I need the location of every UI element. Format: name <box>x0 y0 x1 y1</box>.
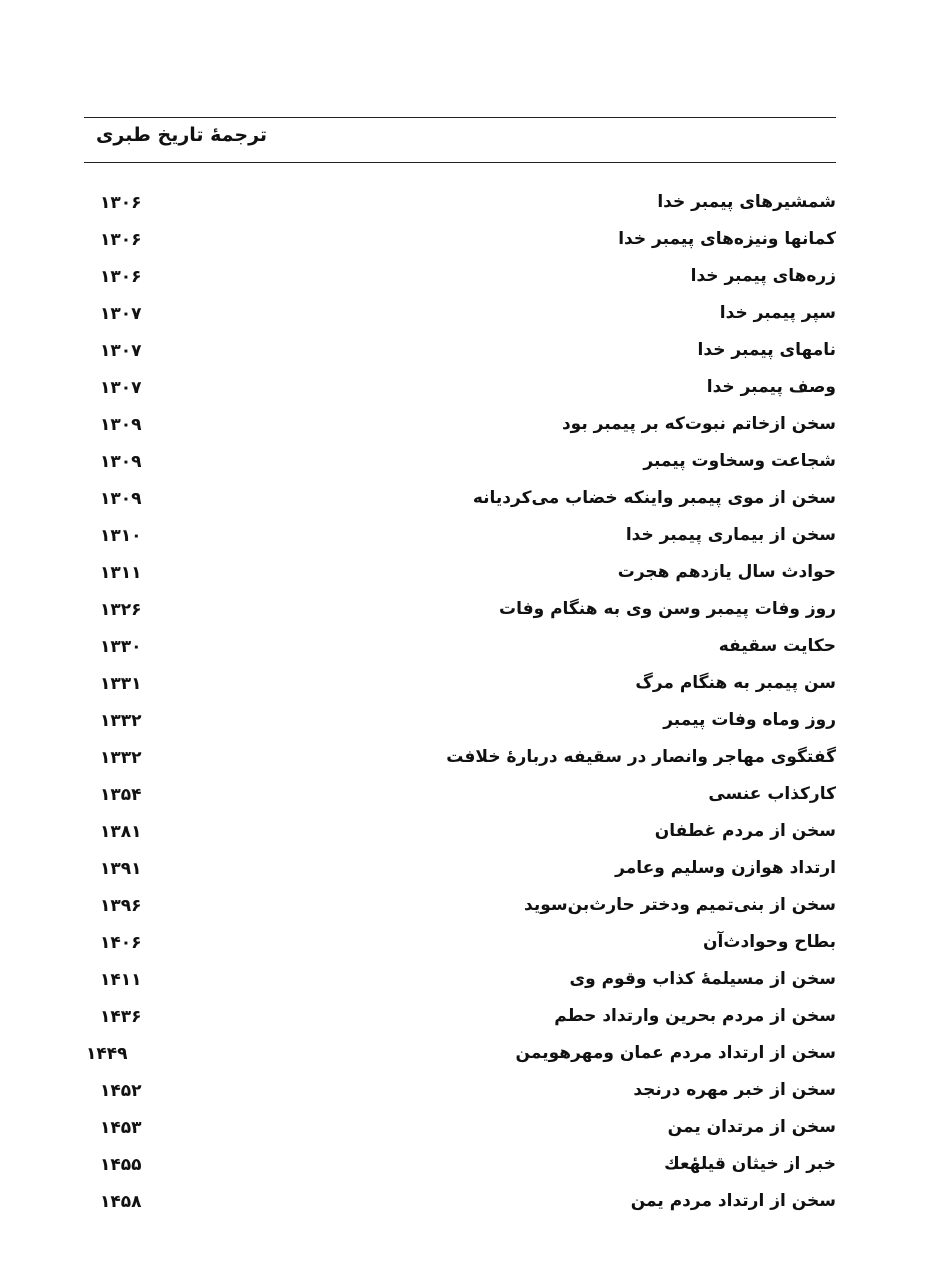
toc-entry-title: کارکذاب عنسی <box>708 784 836 804</box>
toc-entry <box>84 706 836 743</box>
toc-entry-page-number: ۱۳۱۰ <box>100 526 142 546</box>
toc-entry-page-number: ۱۳۰۶ <box>100 267 142 287</box>
toc-entry-page-number: ۱۳۰۷ <box>100 341 142 361</box>
toc-entry <box>84 1187 836 1224</box>
toc-entry <box>84 780 836 817</box>
toc-entry <box>84 299 836 336</box>
toc-entry <box>84 373 836 410</box>
toc-entry-title: نامهای پیمبر خدا <box>697 340 836 360</box>
toc-entry-page-number: ۱۳۰۹ <box>100 452 142 472</box>
toc-entry-page-number: ۱۳۰۷ <box>100 378 142 398</box>
toc-entry-page-number: ۱۳۰۶ <box>100 230 142 250</box>
toc-entry-title: گفتگوی مهاجر وانصار در سقیفه دربارهٔ خلافت <box>446 747 836 767</box>
toc-entry-title: سخن از مردم بحرین وارتداد حطم <box>554 1006 836 1026</box>
toc-entry-title: وصف پیمبر خدا <box>706 377 836 397</box>
toc-entry-title: حکایت سقیفه <box>718 636 836 656</box>
toc-entry-title: سن پیمبر به هنگام مرگ <box>635 673 836 693</box>
table-of-contents <box>84 188 836 1224</box>
toc-entry-page-number: ۱۴۱۱ <box>100 970 142 990</box>
toc-entry <box>84 447 836 484</box>
toc-entry-title: بطاح وحوادث‌آن <box>703 932 836 952</box>
toc-entry <box>84 1039 836 1076</box>
toc-entry <box>84 965 836 1002</box>
header-bottom-rule <box>84 162 836 163</box>
toc-entry-page-number: ۱۳۳۲ <box>100 748 142 768</box>
header-top-rule <box>84 117 836 118</box>
toc-entry-page-number: ۱۴۵۵ <box>100 1155 142 1175</box>
toc-entry <box>84 632 836 669</box>
toc-entry <box>84 928 836 965</box>
toc-entry <box>84 558 836 595</box>
toc-entry-title: ارتداد هوازن وسلیم وعامر <box>615 858 836 878</box>
toc-entry-page-number: ۱۴۵۸ <box>100 1192 142 1212</box>
toc-entry-title: زره‌های پیمبر خدا <box>690 266 836 286</box>
toc-entry-title: سخن از بیماری پیمبر خدا <box>625 525 836 545</box>
toc-entry <box>84 891 836 928</box>
toc-entry <box>84 669 836 706</box>
toc-entry <box>84 1150 836 1187</box>
toc-entry-page-number: ۱۳۰۹ <box>100 415 142 435</box>
toc-entry-page-number: ۱۳۰۷ <box>100 304 142 324</box>
toc-entry-title: شمشیرهای پیمبر خدا <box>657 192 836 212</box>
toc-entry <box>84 225 836 262</box>
toc-entry-title: سخن از مرتدان یمن <box>667 1117 836 1137</box>
toc-entry <box>84 1113 836 1150</box>
toc-entry-title: سخن ازخاتم نبوت‌که بر پیمبر بود <box>561 414 836 434</box>
toc-entry-title: روز وفات پیمبر وسن وی به هنگام وفات <box>498 599 836 619</box>
toc-entry-page-number: ۱۳۸۱ <box>100 822 142 842</box>
toc-entry-page-number: ۱۳۳۱ <box>100 674 142 694</box>
toc-entry-page-number: ۱۳۳۰ <box>100 637 142 657</box>
toc-entry <box>84 743 836 780</box>
toc-entry-page-number: ۱۴۵۳ <box>100 1118 142 1138</box>
toc-entry <box>84 1076 836 1113</box>
toc-entry-title: شجاعت وسخاوت پیمبر <box>643 451 836 471</box>
toc-entry-title: خبر از خیثان قیلهٔعك <box>664 1154 836 1174</box>
toc-entry <box>84 336 836 373</box>
toc-entry-page-number: ۱۴۵۲ <box>100 1081 142 1101</box>
toc-entry-page-number: ۱۳۵۴ <box>100 785 142 805</box>
running-header-title: ترجمهٔ تاریخ طبری <box>96 124 268 146</box>
toc-entry-page-number: ۱۴۰۶ <box>100 933 142 953</box>
toc-entry <box>84 262 836 299</box>
toc-entry-page-number: ۱۳۳۲ <box>100 711 142 731</box>
toc-entry <box>84 410 836 447</box>
toc-entry <box>84 188 836 225</box>
toc-entry-page-number: ۱۴۳۶ <box>100 1007 142 1027</box>
toc-entry-page-number: ۱۳۹۱ <box>100 859 142 879</box>
toc-entry-page-number: ۱۳۹۶ <box>100 896 142 916</box>
toc-entry-page-number: ۱۳۱۱ <box>100 563 142 583</box>
toc-entry-title: سخن از بنی‌تمیم ودختر حارث‌بن‌سوید <box>524 895 836 915</box>
toc-entry-title: سخن از موی پیمبر واینکه خضاب می‌کردیانه <box>472 488 836 508</box>
toc-entry <box>84 1002 836 1039</box>
toc-entry-title: سخن از مسیلمهٔ کذاب وقوم وی <box>569 969 836 989</box>
toc-entry <box>84 854 836 891</box>
toc-entry-title: کمانها ونیزه‌های پیمبر خدا <box>618 229 836 249</box>
toc-entry-title: روز وماه وفات پیمبر <box>663 710 836 730</box>
toc-entry-title: سخن از ارتداد مردم عمان ومهرهویمن <box>515 1043 836 1063</box>
toc-entry-title: سخن از مردم غطفان <box>654 821 836 841</box>
toc-entry <box>84 817 836 854</box>
toc-entry <box>84 521 836 558</box>
toc-entry-page-number: ۱۳۰۶ <box>100 193 142 213</box>
toc-entry <box>84 595 836 632</box>
toc-entry <box>84 484 836 521</box>
toc-entry-title: حوادث سال یازدهم هجرت <box>617 562 836 582</box>
toc-entry-page-number: ۱۳۲۶ <box>100 600 142 620</box>
toc-entry-page-number: ۱۳۰۹ <box>100 489 142 509</box>
toc-entry-page-number: ۱۴۴۹ <box>86 1044 128 1064</box>
toc-entry-title: سپر پیمبر خدا <box>719 303 836 323</box>
toc-entry-title: سخن از خبر مهره درنجد <box>633 1080 836 1100</box>
toc-entry-title: سخن از ارتداد مردم یمن <box>630 1191 836 1211</box>
